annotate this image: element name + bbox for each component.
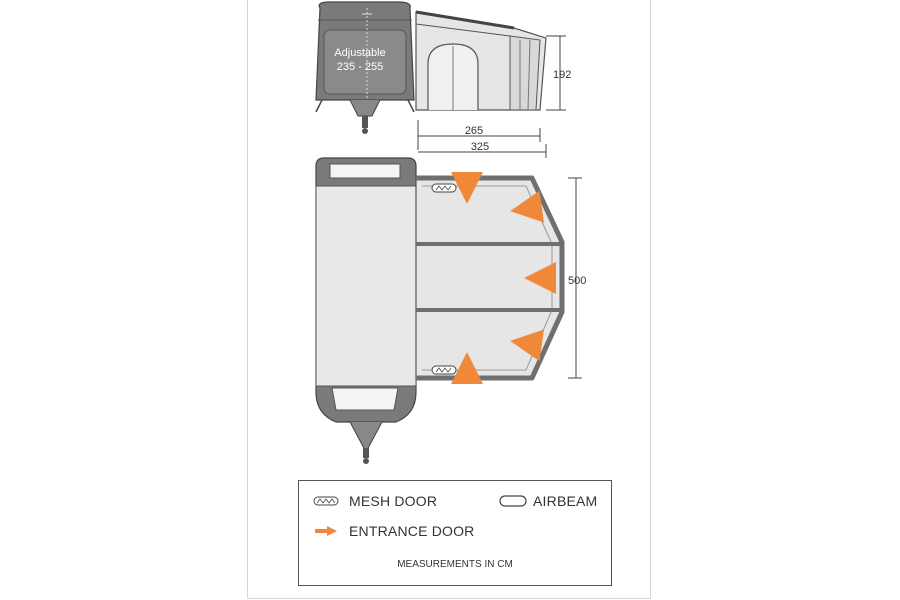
- depth-outer-value: 325: [470, 141, 490, 153]
- side-view: [316, 2, 571, 158]
- mesh-door-top: [432, 184, 456, 192]
- legend-mesh-door: [313, 493, 437, 509]
- caravan-top: [316, 158, 416, 464]
- height-value: 192: [553, 69, 572, 81]
- legend-box: [298, 480, 612, 586]
- legend-entrance-door: [313, 523, 475, 539]
- depth-dimension: [418, 120, 546, 158]
- adjustable-label: Adjustable: [334, 47, 386, 59]
- mesh-door-bottom: [432, 366, 456, 374]
- entrance-door-label: ENTRANCE DOOR: [349, 523, 475, 539]
- entrance-door-arrow-icon: [313, 525, 339, 537]
- airbeam-icon: [499, 495, 527, 507]
- entrance-arrow-bottom-right: [518, 342, 532, 344]
- airbeam-label: AIRBEAM: [533, 493, 598, 509]
- height-dimension: [546, 36, 571, 110]
- awning-side: [416, 12, 546, 110]
- mesh-door-icon: [313, 496, 339, 506]
- adjustable-range: 235 - 255: [336, 61, 384, 73]
- depth-inner-value: 265: [464, 125, 484, 137]
- entrance-arrow-top-right: [518, 208, 532, 210]
- legend-airbeam: [499, 493, 597, 509]
- length-value: 500: [568, 275, 587, 287]
- units-note: MEASUREMENTS IN CM: [397, 559, 513, 570]
- length-dimension: [568, 178, 586, 378]
- mesh-door-label: MESH DOOR: [349, 493, 438, 509]
- caravan-front: [316, 2, 414, 134]
- top-view: [316, 158, 586, 464]
